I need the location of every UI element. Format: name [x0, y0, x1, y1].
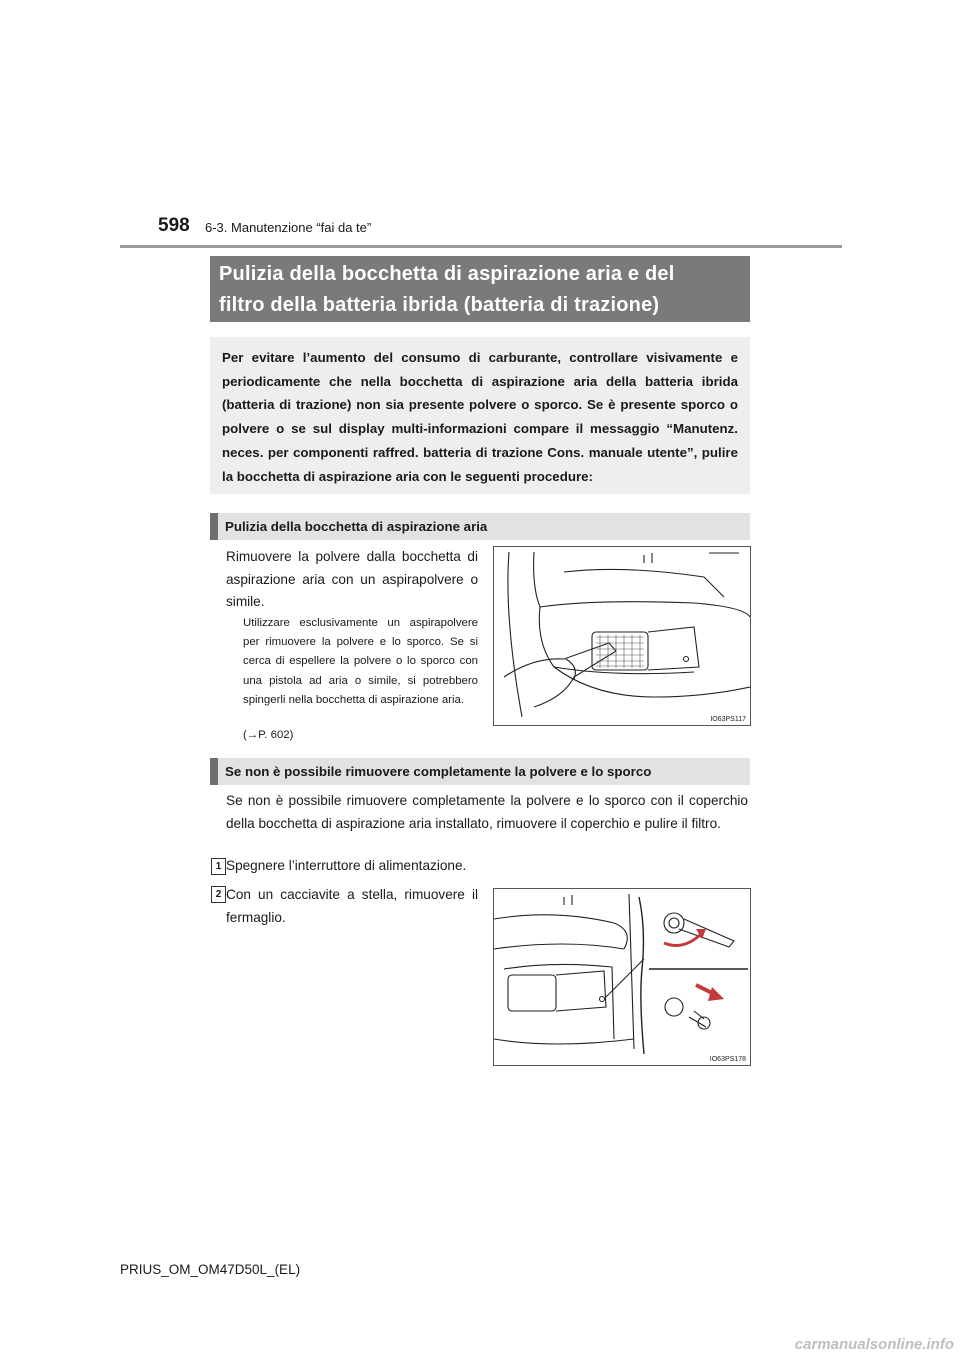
- section1-body: Rimuovere la polvere dalla bocchetta di aspirazione aria con un aspirapolvere o simile.: [226, 549, 478, 609]
- vacuum-intake-drawing: [494, 547, 750, 725]
- step-2-text: Con un cacciavite a stella, rimuovere il fermaglio.: [226, 887, 478, 925]
- page-number: 598: [158, 215, 190, 236]
- clip-removal-illustration: [493, 888, 751, 1066]
- figure-caption: IO63PS117: [710, 716, 746, 723]
- section-heading-text: Pulizia della bocchetta di aspirazione aria: [225, 519, 488, 534]
- page-title-line1: Pulizia della bocchetta di aspirazione aria e del: [219, 263, 675, 285]
- section-heading-text: Se non è possibile rimuovere completamente la polvere e lo sporco: [225, 764, 652, 779]
- section-label: 6-3. Manutenzione “fai da te”: [205, 220, 372, 235]
- page-title-line2: filtro della batteria ibrida (batteria di trazione): [219, 294, 660, 316]
- step-number-badge: 1: [211, 858, 226, 875]
- section1-note: Utilizzare esclusivamente un aspirapolvere per rimuovere la polvere e lo sporco. Se si cerca di espellere la polvere o lo sporco con una pistola ad aria o simile, si potrebbero spingerli nella bocchetta di aspirazione aria.: [243, 617, 478, 706]
- section-heading-intake-cleaning: [210, 513, 750, 540]
- header-divider: [120, 245, 842, 248]
- intro-box: [210, 337, 750, 494]
- page-title: [210, 256, 750, 322]
- section1-reference: (→P. 602): [243, 729, 294, 741]
- intro-text: Per evitare l’aumento del consumo di carburante, controllare visivamente e periodicamente che nella bocchetta di aspirazione aria della batteria ibrida (batteria di trazione) non sia presente polvere o sporco. Se è presente sporco o polvere o se sul display multi-informazioni compare il messaggio “Manutenz. neces. per componenti raffred. batteria di trazione Cons. manuale utente”, pulire la bocchetta di aspirazione aria con le seguenti procedure:: [222, 350, 738, 484]
- step-1-text: Spegnere l’interruttore di alimentazione.: [226, 858, 467, 873]
- clip-removal-drawing: [494, 889, 750, 1065]
- section2-body: Se non è possibile rimuovere completamente la polvere e lo sporco con il coperchio della bocchetta di aspirazione aria installato, rimuovere il coperchio e pulire il filtro.: [226, 793, 748, 831]
- document-code: PRIUS_OM_OM47D50L_(EL): [120, 1262, 301, 1277]
- watermark: carmanualsonline.info: [794, 1336, 954, 1353]
- step-number-badge: 2: [211, 886, 226, 903]
- figure-caption: IO63PS178: [709, 1056, 746, 1063]
- section-heading-cover-removal: [210, 758, 750, 785]
- vacuum-intake-illustration: [493, 546, 751, 726]
